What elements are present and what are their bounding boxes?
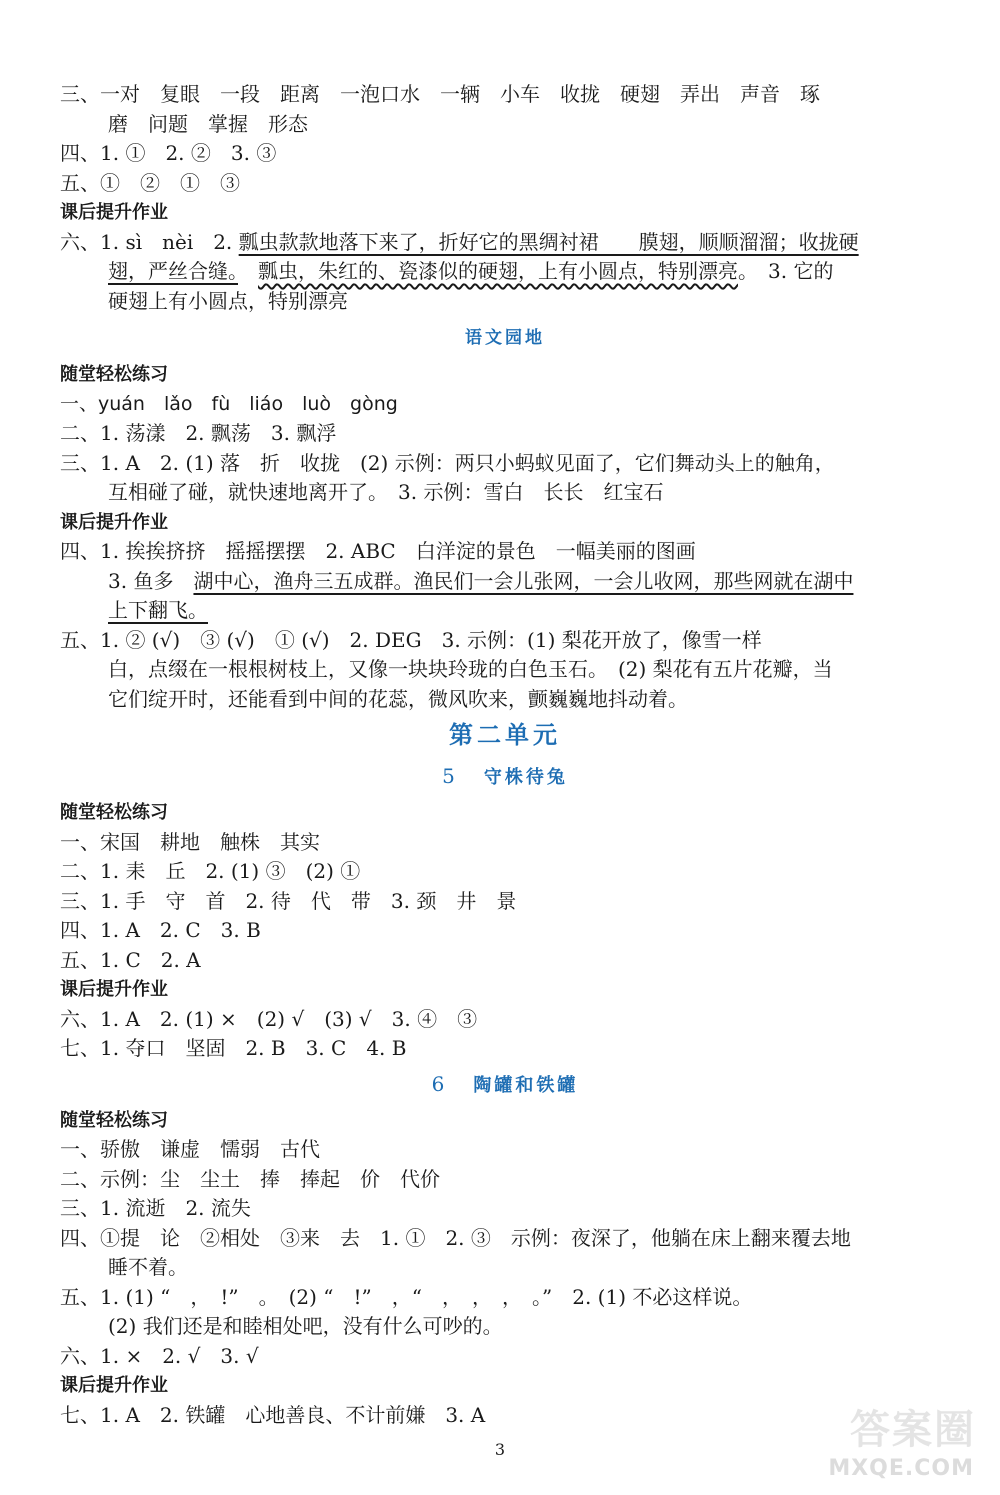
spacer-text bbox=[238, 259, 258, 283]
answer-line-pinyin: 一、yuán lǎo fù liáo luò gòng bbox=[60, 392, 398, 415]
lesson-name: 陶罐和铁罐 bbox=[473, 1074, 579, 1096]
lesson-number: 5 bbox=[442, 764, 458, 788]
answer-line: 五、1. ② (√) ③ (√) ① (√) 2. DEG 3. 示例：(1) 梨花开放了，像雪一样 bbox=[60, 627, 762, 652]
page-number: 3 bbox=[494, 1440, 506, 1459]
answer-text: 3. 鱼多 bbox=[108, 568, 194, 593]
answer-line: 五、1. (1) “ ， !” 。 (2) “ !” ，“ ， ， ， 。” 2. (1) 不必这样说。 bbox=[60, 1284, 753, 1309]
answer-line bbox=[60, 228, 950, 258]
unit-title: 第二单元 bbox=[449, 721, 561, 749]
lesson-number: 6 bbox=[431, 1071, 448, 1096]
answer-line-cont bbox=[60, 596, 950, 626]
answer-line bbox=[60, 567, 950, 597]
wavy-underlined-text: 瓢虫，朱红的、瓷漆似的硬翅，上有小圆点，特别漂亮 bbox=[258, 259, 738, 283]
answer-line: 一、宋国 耕地 触株 其实 bbox=[60, 829, 320, 854]
underlined-text: 翅，严丝合缝。 bbox=[108, 259, 238, 283]
answer-line: 六、1. × 2. √ 3. √ bbox=[60, 1343, 259, 1368]
answer-line: 七、1. 夺口 坚固 2. B 3. C 4. B bbox=[60, 1036, 407, 1060]
watermark-logo bbox=[782, 1398, 982, 1483]
answer-line-cont: 白，点缀在一根根树枝上，又像一块块玲珑的白色玉石。 (2) 梨花有五片花瓣，当 bbox=[108, 657, 833, 681]
subheading-practice: 随堂轻松练习 bbox=[60, 802, 168, 823]
lesson-title bbox=[60, 756, 950, 798]
answer-text: 。 3. 它的 bbox=[738, 259, 834, 283]
answer-line: 五、① ② ① ③ bbox=[60, 170, 240, 195]
answer-page bbox=[60, 80, 950, 1430]
answer-line: 四、1. 挨挨挤挤 摇摇摆摆 2. ABC 白洋淀的景色 一幅美丽的图画 bbox=[60, 539, 696, 563]
underlined-text: 湖中心，渔舟三五成群。渔民们一会儿张网，一会儿收网，那些网就在湖中 bbox=[193, 568, 854, 593]
answer-line-cont: 它们绽开时，还能看到中间的花蕊，微风吹来，颤巍巍地抖动着。 bbox=[108, 686, 688, 711]
subheading-homework: 课后提升作业 bbox=[60, 202, 168, 223]
answer-line: 四、1. A 2. C 3. B bbox=[60, 918, 261, 942]
answer-line-cont: 睡不着。 bbox=[108, 1255, 188, 1279]
subheading-homework: 课后提升作业 bbox=[60, 979, 168, 1000]
watermark-text-top: 答案圈 bbox=[850, 1407, 976, 1453]
answer-line: 二、1. 耒 丘 2. (1) ③ (2) ① bbox=[60, 859, 361, 883]
subheading-homework: 课后提升作业 bbox=[60, 1375, 168, 1396]
answer-line: 三、1. 流逝 2. 流失 bbox=[60, 1196, 251, 1220]
answer-text: 六、1. sì nèi 2. bbox=[60, 229, 239, 254]
section-title: 语文园地 bbox=[465, 328, 545, 348]
answer-line-cont: (2) 我们还是和睦相处吧，没有什么可吵的。 bbox=[108, 1314, 503, 1338]
answer-line: 五、1. C 2. A bbox=[60, 947, 201, 972]
lesson-title bbox=[60, 1064, 950, 1106]
underlined-text: 上下翻飞。 bbox=[108, 598, 208, 622]
answer-line: 二、示例：尘 尘土 捧 捧起 价 代价 bbox=[60, 1166, 440, 1191]
answer-line: 一、骄傲 谦虚 懦弱 古代 bbox=[60, 1137, 320, 1161]
answer-line: 七、1. A 2. 铁罐 心地善良、不计前嫌 3. A bbox=[60, 1402, 486, 1427]
subheading-homework: 课后提升作业 bbox=[60, 511, 168, 533]
answer-line-cont: 互相碰了碰，就快速地离开了。 3. 示例：雪白 长长 红宝石 bbox=[108, 480, 664, 504]
subheading-practice: 随堂轻松练习 bbox=[60, 364, 168, 385]
answer-line: 三、1. A 2. (1) 落 折 收拢 (2) 示例：两只小蚂蚁见面了，它们舞动头上的触角， bbox=[60, 450, 835, 475]
subheading-practice: 随堂轻松练习 bbox=[60, 1109, 168, 1131]
underlined-text: 瓢虫款款地落下来了，折好它的黑绸衬裙 膜翅，顺顺溜溜；收拢硬 bbox=[238, 229, 859, 254]
answer-line-cont: 硬翅上有小圆点，特别漂亮 bbox=[108, 288, 348, 313]
answer-line: 四、1. ① 2. ② 3. ③ bbox=[60, 141, 277, 165]
answer-line: 六、1. A 2. (1) × (2) √ (3) √ 3. ④ ③ bbox=[60, 1006, 478, 1031]
watermark-text-bottom: MXQE.COM bbox=[828, 1456, 974, 1481]
answer-line: 三、1. 手 守 首 2. 待 代 带 3. 颈 井 景 bbox=[60, 888, 517, 913]
answer-line-cont bbox=[60, 257, 950, 287]
answer-line: 二、1. 荡漾 2. 飘荡 3. 飘浮 bbox=[60, 421, 337, 445]
answer-line: 四、①提 论 ②相处 ③来 去 1. ① 2. ③ 示例：夜深了，他躺在床上翻来覆去地 bbox=[60, 1225, 851, 1250]
answer-line-cont: 磨 问题 掌握 形态 bbox=[108, 111, 308, 136]
answer-line: 三、一对 复眼 一段 距离 一泡口水 一辆 小车 收拢 硬翅 弄出 声音 琢 bbox=[60, 82, 820, 106]
lesson-name: 守株待兔 bbox=[483, 767, 568, 788]
